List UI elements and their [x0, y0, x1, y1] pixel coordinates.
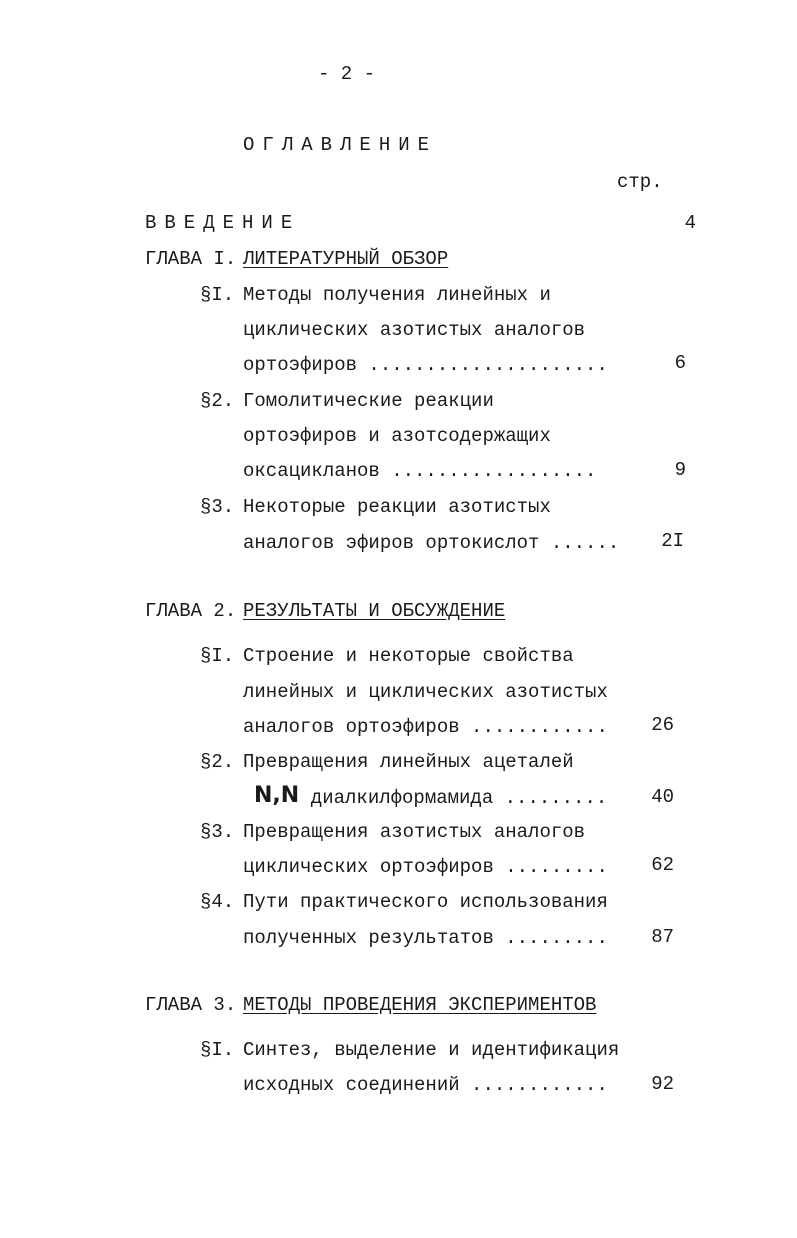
chapter-3-title: МЕТОДЫ ПРОВЕДЕНИЯ ЭКСПЕРИМЕНТОВ: [243, 994, 597, 1016]
page-title: ОГЛАВЛЕНИЕ: [243, 134, 438, 156]
page-column-header: стр.: [617, 171, 663, 193]
ch1-s3-line2: аналогов эфиров ортокислот ......: [243, 532, 620, 554]
chapter-1-label: ГЛАВА I.: [145, 248, 237, 270]
chapter-2-title: РЕЗУЛЬТАТЫ И ОБСУЖДЕНИЕ: [243, 600, 506, 622]
ch3-s1-line1: Синтез, выделение и идентификация: [243, 1039, 620, 1061]
ch1-s1-page: 6: [674, 352, 686, 374]
ch2-s2-page: 40: [651, 786, 674, 808]
ch2-s1-number: §I.: [200, 645, 235, 667]
ch1-s2-line2: ортоэфиров и азотсодержащих: [243, 425, 551, 447]
ch3-s1-number: §I.: [200, 1039, 235, 1061]
ch2-s3-number: §3.: [200, 821, 235, 843]
ch1-s3-page: 2I: [661, 530, 684, 552]
ch1-s2-number: §2.: [200, 390, 235, 412]
chapter-2-label: ГЛАВА 2.: [145, 600, 237, 622]
ch2-s2-line2: - диалкилформамида .........: [288, 787, 608, 809]
ch2-s1-line2: линейных и циклических азотистых: [243, 681, 608, 703]
intro-page: 4: [684, 212, 696, 234]
ch2-s1-page: 26: [651, 714, 674, 736]
ch3-s1-line2: исходных соединений ............: [243, 1074, 608, 1096]
ch1-s1-number: §I.: [200, 284, 235, 306]
ch1-s3-number: §3.: [200, 496, 235, 518]
ch1-s1-line1: Методы получения линейных и: [243, 284, 551, 306]
ch2-s1-line3: аналогов ортоэфиров ............: [243, 716, 608, 738]
ch2-s2-number: §2.: [200, 751, 235, 773]
ch2-s3-line1: Превращения азотистых аналогов: [243, 821, 586, 843]
ch2-s4-line1: Пути практического использования: [243, 891, 608, 913]
ch1-s2-page: 9: [674, 459, 686, 481]
ch1-s2-line3: оксацикланов ..................: [243, 460, 597, 482]
ch2-s4-number: §4.: [200, 891, 235, 913]
intro-label: ВВЕДЕНИЕ: [145, 212, 301, 234]
ch2-s2-formula: N,N: [254, 783, 300, 808]
ch1-s1-line3: ортоэфиров .....................: [243, 354, 608, 376]
ch1-s2-line1: Гомолитические реакции: [243, 390, 494, 412]
ch2-s3-line2: циклических ортоэфиров .........: [243, 856, 608, 878]
ch1-s3-line1: Некоторые реакции азотистых: [243, 496, 551, 518]
page-number: - 2 -: [318, 63, 376, 85]
ch3-s1-page: 92: [651, 1073, 674, 1095]
chapter-3-label: ГЛАВА 3.: [145, 994, 237, 1016]
chapter-1-title: ЛИТЕРАТУРНЫЙ ОБЗОР: [243, 248, 449, 270]
ch1-s1-line2: циклических азотистых аналогов: [243, 319, 586, 341]
ch2-s4-page: 87: [651, 926, 674, 948]
ch2-s1-line1: Строение и некоторые свойства: [243, 645, 574, 667]
ch2-s4-line2: полученных результатов .........: [243, 927, 608, 949]
ch2-s3-page: 62: [651, 854, 674, 876]
ch2-s2-line1: Превращения линейных ацеталей: [243, 751, 574, 773]
